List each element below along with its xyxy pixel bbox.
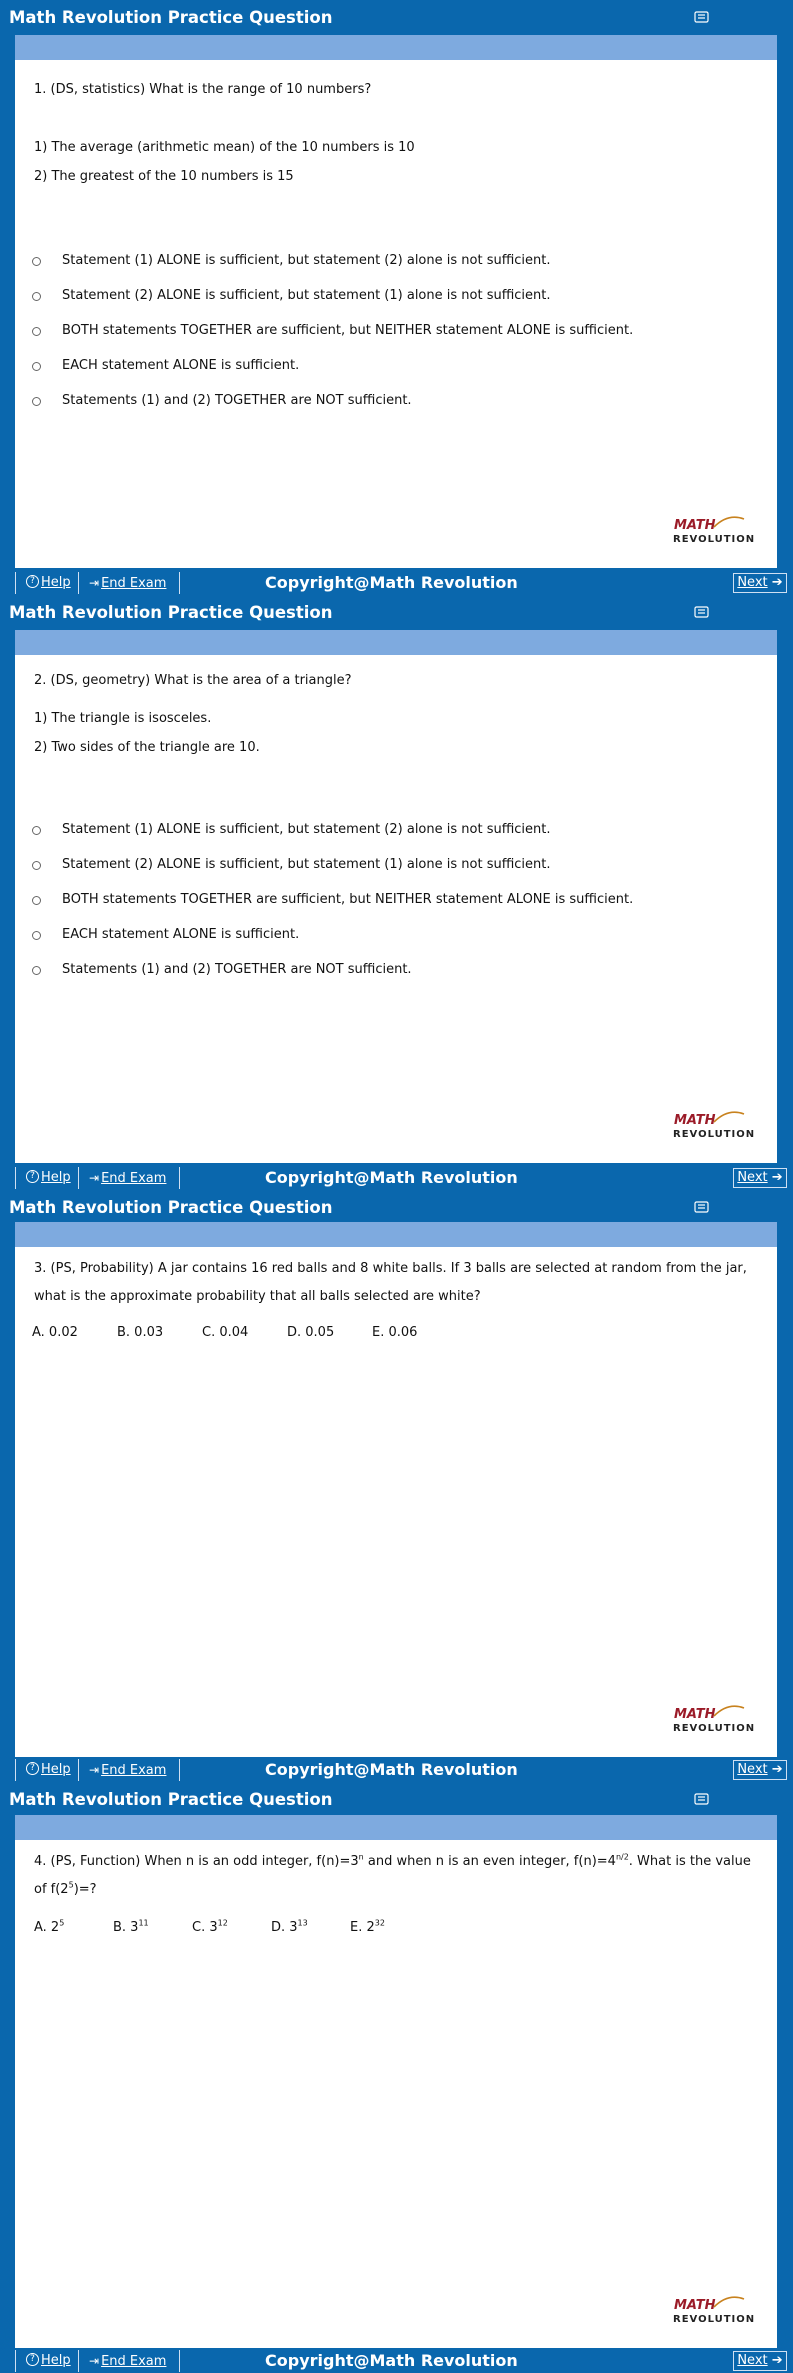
- app-title: Math Revolution Practice Question: [9, 1790, 333, 1809]
- exit-icon: ⇥: [89, 576, 100, 590]
- left-border: [0, 60, 15, 568]
- end-exam-button[interactable]: ⇥ End Exam: [81, 1167, 180, 1189]
- app-title: Math Revolution Practice Question: [9, 8, 333, 27]
- question-screen-2: [0, 595, 793, 1190]
- question-text: 1. (DS, statistics) What is the range of 10 numbers?: [34, 82, 372, 97]
- sub-header-band: [15, 1815, 777, 1840]
- question-text: 2. (DS, geometry) What is the area of a triangle?: [34, 673, 352, 688]
- calculator-icon[interactable]: [694, 1793, 709, 1805]
- answer-option-e[interactable]: E. $2^{32}$: [350, 1918, 385, 1935]
- right-border: [777, 1815, 793, 2348]
- end-exam-button[interactable]: ⇥ End Exam: [81, 1759, 180, 1781]
- end-exam-button[interactable]: ⇥ End Exam: [81, 572, 180, 594]
- left-border: [0, 655, 15, 1163]
- arrow-right-icon: ➔: [771, 575, 783, 590]
- answer-option-c[interactable]: C. 0.04: [202, 1325, 249, 1340]
- radio-button[interactable]: [32, 966, 41, 975]
- right-border: [777, 35, 793, 568]
- help-icon: ?: [26, 575, 39, 588]
- statement-1: 1) The average (arithmetic mean) of the 10 numbers is 10: [34, 140, 415, 155]
- help-icon: ?: [26, 2353, 39, 2366]
- logo-top-text: MATH: [674, 1113, 716, 1128]
- answer-option-c[interactable]: C. $3^{12}$: [192, 1918, 228, 1935]
- radio-button[interactable]: [32, 861, 41, 870]
- question-screen-4: [0, 1782, 793, 2373]
- question-screen-3: [0, 1190, 793, 1782]
- arrow-right-icon: ➔: [771, 1762, 783, 1777]
- footer-bar: [0, 2348, 793, 2373]
- statement-2: 2) Two sides of the triangle are 10.: [34, 740, 260, 755]
- exit-icon: ⇥: [89, 1763, 100, 1777]
- help-button[interactable]: ? Help: [18, 572, 79, 594]
- answer-label: EACH statement ALONE is sufficient.: [62, 358, 300, 373]
- left-border: [0, 1840, 15, 2348]
- answer-option-d[interactable]: D. 0.05: [287, 1325, 335, 1340]
- title-bar: [0, 1190, 793, 1225]
- logo-bottom-text: REVOLUTION: [673, 1723, 756, 1734]
- footer-bar: [0, 1165, 793, 1190]
- right-border: [777, 1222, 793, 1757]
- answer-label: Statement (2) ALONE is sufficient, but statement (1) alone is not sufficient.: [62, 857, 551, 872]
- answer-option-b[interactable]: B. 0.03: [117, 1325, 164, 1340]
- answer-option-d[interactable]: D. $3^{13}$: [271, 1918, 308, 1935]
- app-title: Math Revolution Practice Question: [9, 1198, 333, 1217]
- question-content: [15, 1247, 777, 1757]
- arrow-right-icon: ➔: [771, 2353, 783, 2368]
- answer-option-b[interactable]: B. $3^{11}$: [113, 1918, 149, 1935]
- next-button[interactable]: Next ➔: [733, 2351, 787, 2371]
- exit-icon: ⇥: [89, 2354, 100, 2368]
- copyright-text: Copyright@Math Revolution: [265, 1168, 518, 1187]
- title-bar: [0, 0, 793, 35]
- radio-button[interactable]: [32, 327, 41, 336]
- left-border: [0, 1247, 15, 1757]
- radio-button[interactable]: [32, 896, 41, 905]
- next-button[interactable]: Next ➔: [733, 1760, 787, 1780]
- title-bar: [0, 595, 793, 630]
- footer-bar: [0, 570, 793, 595]
- answer-label: Statements (1) and (2) TOGETHER are NOT sufficient.: [62, 393, 412, 408]
- copyright-text: Copyright@Math Revolution: [265, 573, 518, 592]
- question-text: 4. (PS, Function) When n is an odd integer, $f(n)=3^n$ and when n is an even integer, $f(n)=4^{n/2}$. What is the value of $f(2^5)=$?: [34, 1852, 751, 1897]
- answer-label: BOTH statements TOGETHER are sufficient, but NEITHER statement ALONE is sufficient.: [62, 892, 634, 907]
- logo-top-text: MATH: [674, 2298, 716, 2313]
- math-revolution-logo: [672, 515, 762, 547]
- logo-bottom-text: REVOLUTION: [673, 534, 756, 545]
- copyright-text: Copyright@Math Revolution: [265, 2351, 518, 2370]
- exit-icon: ⇥: [89, 1171, 100, 1185]
- question-content: [15, 655, 777, 1163]
- footer-bar: [0, 1757, 793, 1782]
- answer-label: EACH statement ALONE is sufficient.: [62, 927, 300, 942]
- app-title: Math Revolution Practice Question: [9, 603, 333, 622]
- answer-option-a[interactable]: A. $2^5$: [34, 1918, 65, 1935]
- radio-button[interactable]: [32, 931, 41, 940]
- end-exam-button[interactable]: ⇥ End Exam: [81, 2350, 180, 2372]
- help-button[interactable]: ? Help: [18, 2350, 79, 2372]
- help-icon: ?: [26, 1762, 39, 1775]
- copyright-text: Copyright@Math Revolution: [265, 1760, 518, 1779]
- next-button[interactable]: Next ➔: [733, 1168, 787, 1188]
- question-screen-1: [0, 0, 793, 595]
- next-button[interactable]: Next ➔: [733, 573, 787, 593]
- statement-1: 1) The triangle is isosceles.: [34, 711, 212, 726]
- calculator-icon[interactable]: [694, 11, 709, 23]
- answer-label: Statement (1) ALONE is sufficient, but statement (2) alone is not sufficient.: [62, 822, 551, 837]
- answer-label: Statement (1) ALONE is sufficient, but statement (2) alone is not sufficient.: [62, 253, 551, 268]
- help-button[interactable]: ? Help: [18, 1759, 79, 1781]
- answer-label: Statement (2) ALONE is sufficient, but statement (1) alone is not sufficient.: [62, 288, 551, 303]
- answer-label: BOTH statements TOGETHER are sufficient, but NEITHER statement ALONE is sufficient.: [62, 323, 634, 338]
- radio-button[interactable]: [32, 397, 41, 406]
- calculator-icon[interactable]: [694, 1201, 709, 1213]
- question-text: 3. (PS, Probability) A jar contains 16 red balls and 8 white balls. If 3 balls are selected at random from the jar, what is the approximate probability that all balls selected are white?: [34, 1261, 747, 1304]
- question-content: [15, 60, 777, 568]
- logo-bottom-text: REVOLUTION: [673, 1129, 756, 1140]
- radio-button[interactable]: [32, 826, 41, 835]
- help-icon: ?: [26, 1170, 39, 1183]
- help-button[interactable]: ? Help: [18, 1167, 79, 1189]
- answer-option-e[interactable]: E. 0.06: [372, 1325, 418, 1340]
- arrow-right-icon: ➔: [771, 1170, 783, 1185]
- math-revolution-logo: [672, 1110, 762, 1142]
- sub-header-band: [15, 630, 777, 655]
- logo-top-text: MATH: [674, 518, 716, 533]
- right-border: [777, 630, 793, 1163]
- answer-option-a[interactable]: A. 0.02: [32, 1325, 78, 1340]
- radio-button[interactable]: [32, 292, 41, 301]
- sub-header-band: [15, 1222, 777, 1247]
- logo-bottom-text: REVOLUTION: [673, 2314, 756, 2325]
- answer-label: Statements (1) and (2) TOGETHER are NOT sufficient.: [62, 962, 412, 977]
- question-content: [15, 1840, 777, 2348]
- radio-button[interactable]: [32, 257, 41, 266]
- radio-button[interactable]: [32, 362, 41, 371]
- logo-top-text: MATH: [674, 1707, 716, 1722]
- math-revolution-logo: [672, 1704, 762, 1736]
- math-revolution-logo: [672, 2295, 762, 2327]
- statement-2: 2) The greatest of the 10 numbers is 15: [34, 169, 294, 184]
- calculator-icon[interactable]: [694, 606, 709, 618]
- title-bar: [0, 1782, 793, 1817]
- sub-header-band: [15, 35, 777, 60]
